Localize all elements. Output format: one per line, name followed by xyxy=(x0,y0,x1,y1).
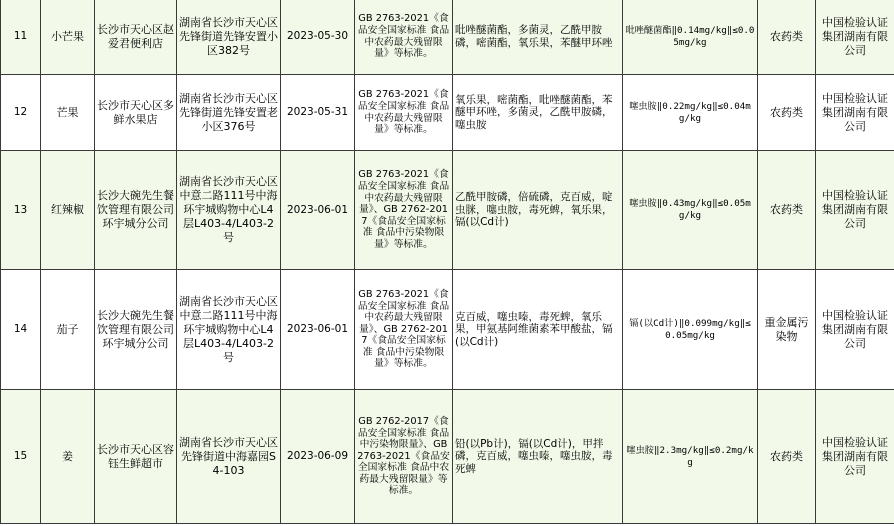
sampling-date: 2023-05-31 xyxy=(281,75,355,151)
seller-name: 长沙市天心区容钰生鲜超市 xyxy=(95,390,177,524)
table-row xyxy=(1,75,894,151)
test-items: 克百威，噻虫嗪，毒死蜱，氧乐果，甲氨基阿维菌素苯甲酸盐，镉(以Cd计) xyxy=(453,270,623,390)
product-name: 小芒果 xyxy=(41,0,95,75)
testing-agency: 中国检验认证集团湖南有限公司 xyxy=(816,270,894,390)
seller-address: 湖南省长沙市天心区中意二路111号中海环宇城购物中心L4层L403-4/L403-2号 xyxy=(177,270,281,390)
row-number: 13 xyxy=(1,151,41,270)
test-items: 吡唑醚菌酯，多菌灵，乙酰甲胺磷，嘧菌酯，氧乐果，苯醚甲环唑 xyxy=(453,0,623,75)
seller-name: 长沙市天心区多鲜水果店 xyxy=(95,75,177,151)
test-items: 氧乐果，嘧菌酯，吡唑醚菌酯，苯醚甲环唑，多菌灵，乙酰甲胺磷，噻虫胺 xyxy=(453,75,623,151)
testing-agency: 中国检验认证集团湖南有限公司 xyxy=(816,0,894,75)
sampling-date: 2023-05-30 xyxy=(281,0,355,75)
seller-name: 长沙大碗先生餐饮管理有限公司环宇城分公司 xyxy=(95,151,177,270)
sampling-date: 2023-06-01 xyxy=(281,151,355,270)
failure-category: 农药类 xyxy=(758,390,816,524)
table-row xyxy=(1,270,894,390)
failure-category: 农药类 xyxy=(758,0,816,75)
product-name: 茄子 xyxy=(41,270,95,390)
test-items: 铅(以Pb计)，镉(以Cd计)，甲拌磷，克百威，噻虫嗪，噻虫胺，毒死蜱 xyxy=(453,390,623,524)
failure-category: 农药类 xyxy=(758,75,816,151)
seller-address: 湖南省长沙市天心区先锋街道先锋安置老小区376号 xyxy=(177,75,281,151)
product-name: 红辣椒 xyxy=(41,151,95,270)
table-row xyxy=(1,151,894,270)
failed-item-result: 镉(以Cd计)‖0.099mg/kg‖≤0.05mg/kg xyxy=(623,270,758,390)
product-name: 芒果 xyxy=(41,75,95,151)
seller-address: 湖南省长沙市天心区先锋街道先锋安置小区382号 xyxy=(177,0,281,75)
seller-address: 湖南省长沙市天心区中意二路111号中海环宇城购物中心L4层L403-4/L403-2号 xyxy=(177,151,281,270)
row-number: 11 xyxy=(1,0,41,75)
sampling-date: 2023-06-01 xyxy=(281,270,355,390)
testing-agency: 中国检验认证集团湖南有限公司 xyxy=(816,75,894,151)
row-number: 12 xyxy=(1,75,41,151)
seller-name: 长沙大碗先生餐饮管理有限公司环宇城分公司 xyxy=(95,270,177,390)
test-standard: GB 2762-2017《食品安全国家标准 食品中污染物限量》、GB 2763-2021《食品安全国家标准 食品中农药最大残留限量》等标准。 xyxy=(355,390,453,524)
table-row xyxy=(1,0,894,75)
seller-name: 长沙市天心区赵爱君便利店 xyxy=(95,0,177,75)
test-standard: GB 2763-2021《食品安全国家标准 食品中农药最大残留限量》、GB 2762-2017《食品安全国家标准 食品中污染物限量》等标准。 xyxy=(355,151,453,270)
row-number: 15 xyxy=(1,390,41,524)
row-number: 14 xyxy=(1,270,41,390)
failure-category: 农药类 xyxy=(758,151,816,270)
table-row xyxy=(1,390,894,524)
failed-item-result: 噻虫胺‖0.22mg/kg‖≤0.04mg/kg xyxy=(623,75,758,151)
failed-item-result: 噻虫胺‖0.43mg/kg‖≤0.05mg/kg xyxy=(623,151,758,270)
test-standard: GB 2763-2021《食品安全国家标准 食品中农药最大残留限量》等标准。 xyxy=(355,75,453,151)
testing-agency: 中国检验认证集团湖南有限公司 xyxy=(816,390,894,524)
sampling-date: 2023-06-09 xyxy=(281,390,355,524)
test-standard: GB 2763-2021《食品安全国家标准 食品中农药最大残留限量》、GB 2762-2017《食品安全国家标准 食品中污染物限量》等标准。 xyxy=(355,270,453,390)
failed-item-result: 吡唑醚菌酯‖0.14mg/kg‖≤0.05mg/kg xyxy=(623,0,758,75)
seller-address: 湖南省长沙市天心区先锋街道中海嘉园S4-103 xyxy=(177,390,281,524)
testing-agency: 中国检验认证集团湖南有限公司 xyxy=(816,151,894,270)
failure-category: 重金属污染物 xyxy=(758,270,816,390)
test-standard: GB 2763-2021《食品安全国家标准 食品中农药最大残留限量》等标准。 xyxy=(355,0,453,75)
test-items: 乙酰甲胺磷，倍硫磷，克百威，啶虫脒，噻虫胺，毒死蜱，氧乐果，镉(以Cd计) xyxy=(453,151,623,270)
failed-item-result: 噻虫胺‖2.3mg/kg‖≤0.2mg/kg xyxy=(623,390,758,524)
product-name: 姜 xyxy=(41,390,95,524)
